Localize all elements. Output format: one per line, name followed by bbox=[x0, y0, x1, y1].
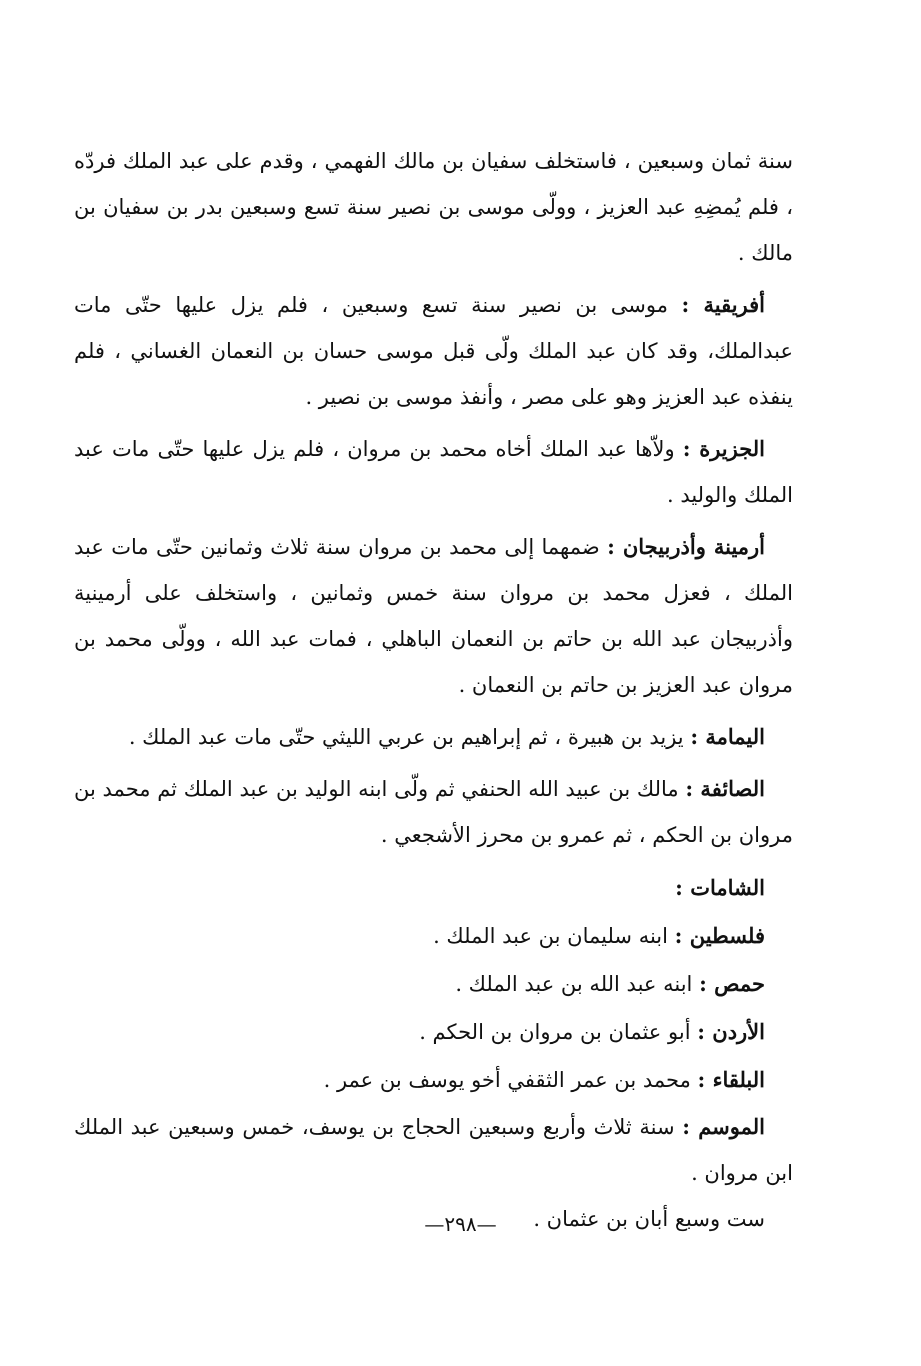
section-heading: الشامات : bbox=[675, 875, 765, 900]
paragraph-ifriqiya bbox=[74, 282, 793, 420]
paragraph-heading: أفريقية : bbox=[681, 292, 765, 317]
paragraph-saifa bbox=[74, 766, 793, 858]
page-number bbox=[0, 1212, 921, 1236]
page-number-value: ٢٩٨ bbox=[444, 1212, 477, 1236]
paragraph-jazira bbox=[74, 426, 793, 518]
item-text: ابنه سليمان بن عبد الملك . bbox=[433, 924, 675, 948]
paragraph-heading: اليمامة : bbox=[690, 724, 765, 749]
item-heading: فلسطين : bbox=[674, 923, 765, 948]
paragraph-text: سنة ثمان وسبعين ، فاستخلف سفيان بن مالك الفهمي ، وقدم على عبد الملك فردّه ، فلم يُمضِهِ عبد العزيز ، وولّى موسى بن نصير سنة تسع وسبعين بدر بن سفيان بن مالك . bbox=[74, 149, 793, 265]
shamat-item bbox=[74, 1056, 793, 1104]
paragraph-text: موسى بن نصير سنة تسع وسبعين ، فلم يزل عليها حتّى مات عبدالملك، وقد كان عبد الملك ولّى قبل موسى حسان بن النعمان الغساني ، فلم ينفذه عبد العزيز وهو على مصر ، وأنفذ موسى بن نصير . bbox=[74, 293, 793, 409]
item-heading: البلقاء : bbox=[697, 1067, 765, 1092]
page-number-dash-right: — bbox=[424, 1212, 445, 1236]
paragraph-heading: أرمينة وأذربيجان : bbox=[607, 534, 766, 559]
paragraph-heading: الصائفة : bbox=[685, 776, 765, 801]
paragraph-text: ضمهما إلى محمد بن مروان سنة ثلاث وثمانين حتّى مات عبد الملك ، فعزل محمد بن مروان سنة خمس وثمانين ، واستخلف على أرمينية وأذربيجان عبد الله بن حاتم بن النعمان الباهلي ، فمات عبد الله ، وولّى محمد بن مروان عبد العزيز بن حاتم بن النعمان . bbox=[74, 535, 793, 697]
paragraph-text: ولاّها عبد الملك أخاه محمد بن مروان ، فلم يزل عليها حتّى مات عبد الملك والوليد . bbox=[74, 437, 793, 507]
item-heading: حمص : bbox=[699, 971, 765, 996]
paragraph-mawsim bbox=[74, 1104, 793, 1196]
paragraph-text: ست وسبع أبان بن عثمان . bbox=[533, 1207, 765, 1231]
page-number-dash-left: — bbox=[476, 1212, 497, 1236]
item-heading: الأردن : bbox=[697, 1019, 765, 1044]
paragraph-text: مالك بن عبيد الله الحنفي ثم ولّى ابنه الوليد بن عبد الملك ثم محمد بن مروان بن الحكم ، ثم عمرو بن محرز الأشجعي . bbox=[74, 777, 793, 847]
shamat-item bbox=[74, 912, 793, 960]
shamat-item bbox=[74, 1008, 793, 1056]
shamat-heading-line bbox=[74, 864, 793, 912]
shamat-item bbox=[74, 960, 793, 1008]
paragraph-text: يزيد بن هبيرة ، ثم إبراهيم بن عربي الليثي حتّى مات عبد الملك . bbox=[128, 725, 691, 749]
paragraph-heading: الموسم : bbox=[682, 1114, 765, 1139]
item-text: ابنه عبد الله بن عبد الملك . bbox=[455, 972, 700, 996]
item-text: أبو عثمان بن مروان بن الحكم . bbox=[419, 1020, 698, 1044]
item-text: محمد بن عمر الثقفي أخو يوسف بن عمر . bbox=[323, 1068, 698, 1092]
main-text bbox=[74, 138, 793, 1243]
paragraph-armenia bbox=[74, 524, 793, 708]
paragraph-intro bbox=[74, 138, 793, 276]
paragraph-text: سنة ثلاث وأربع وسبعين الحجاج بن يوسف، خمس وسبعين عبد الملك ابن مروان . bbox=[74, 1115, 793, 1185]
paragraph-yamama bbox=[74, 714, 793, 760]
paragraph-heading: الجزيرة : bbox=[682, 436, 766, 461]
